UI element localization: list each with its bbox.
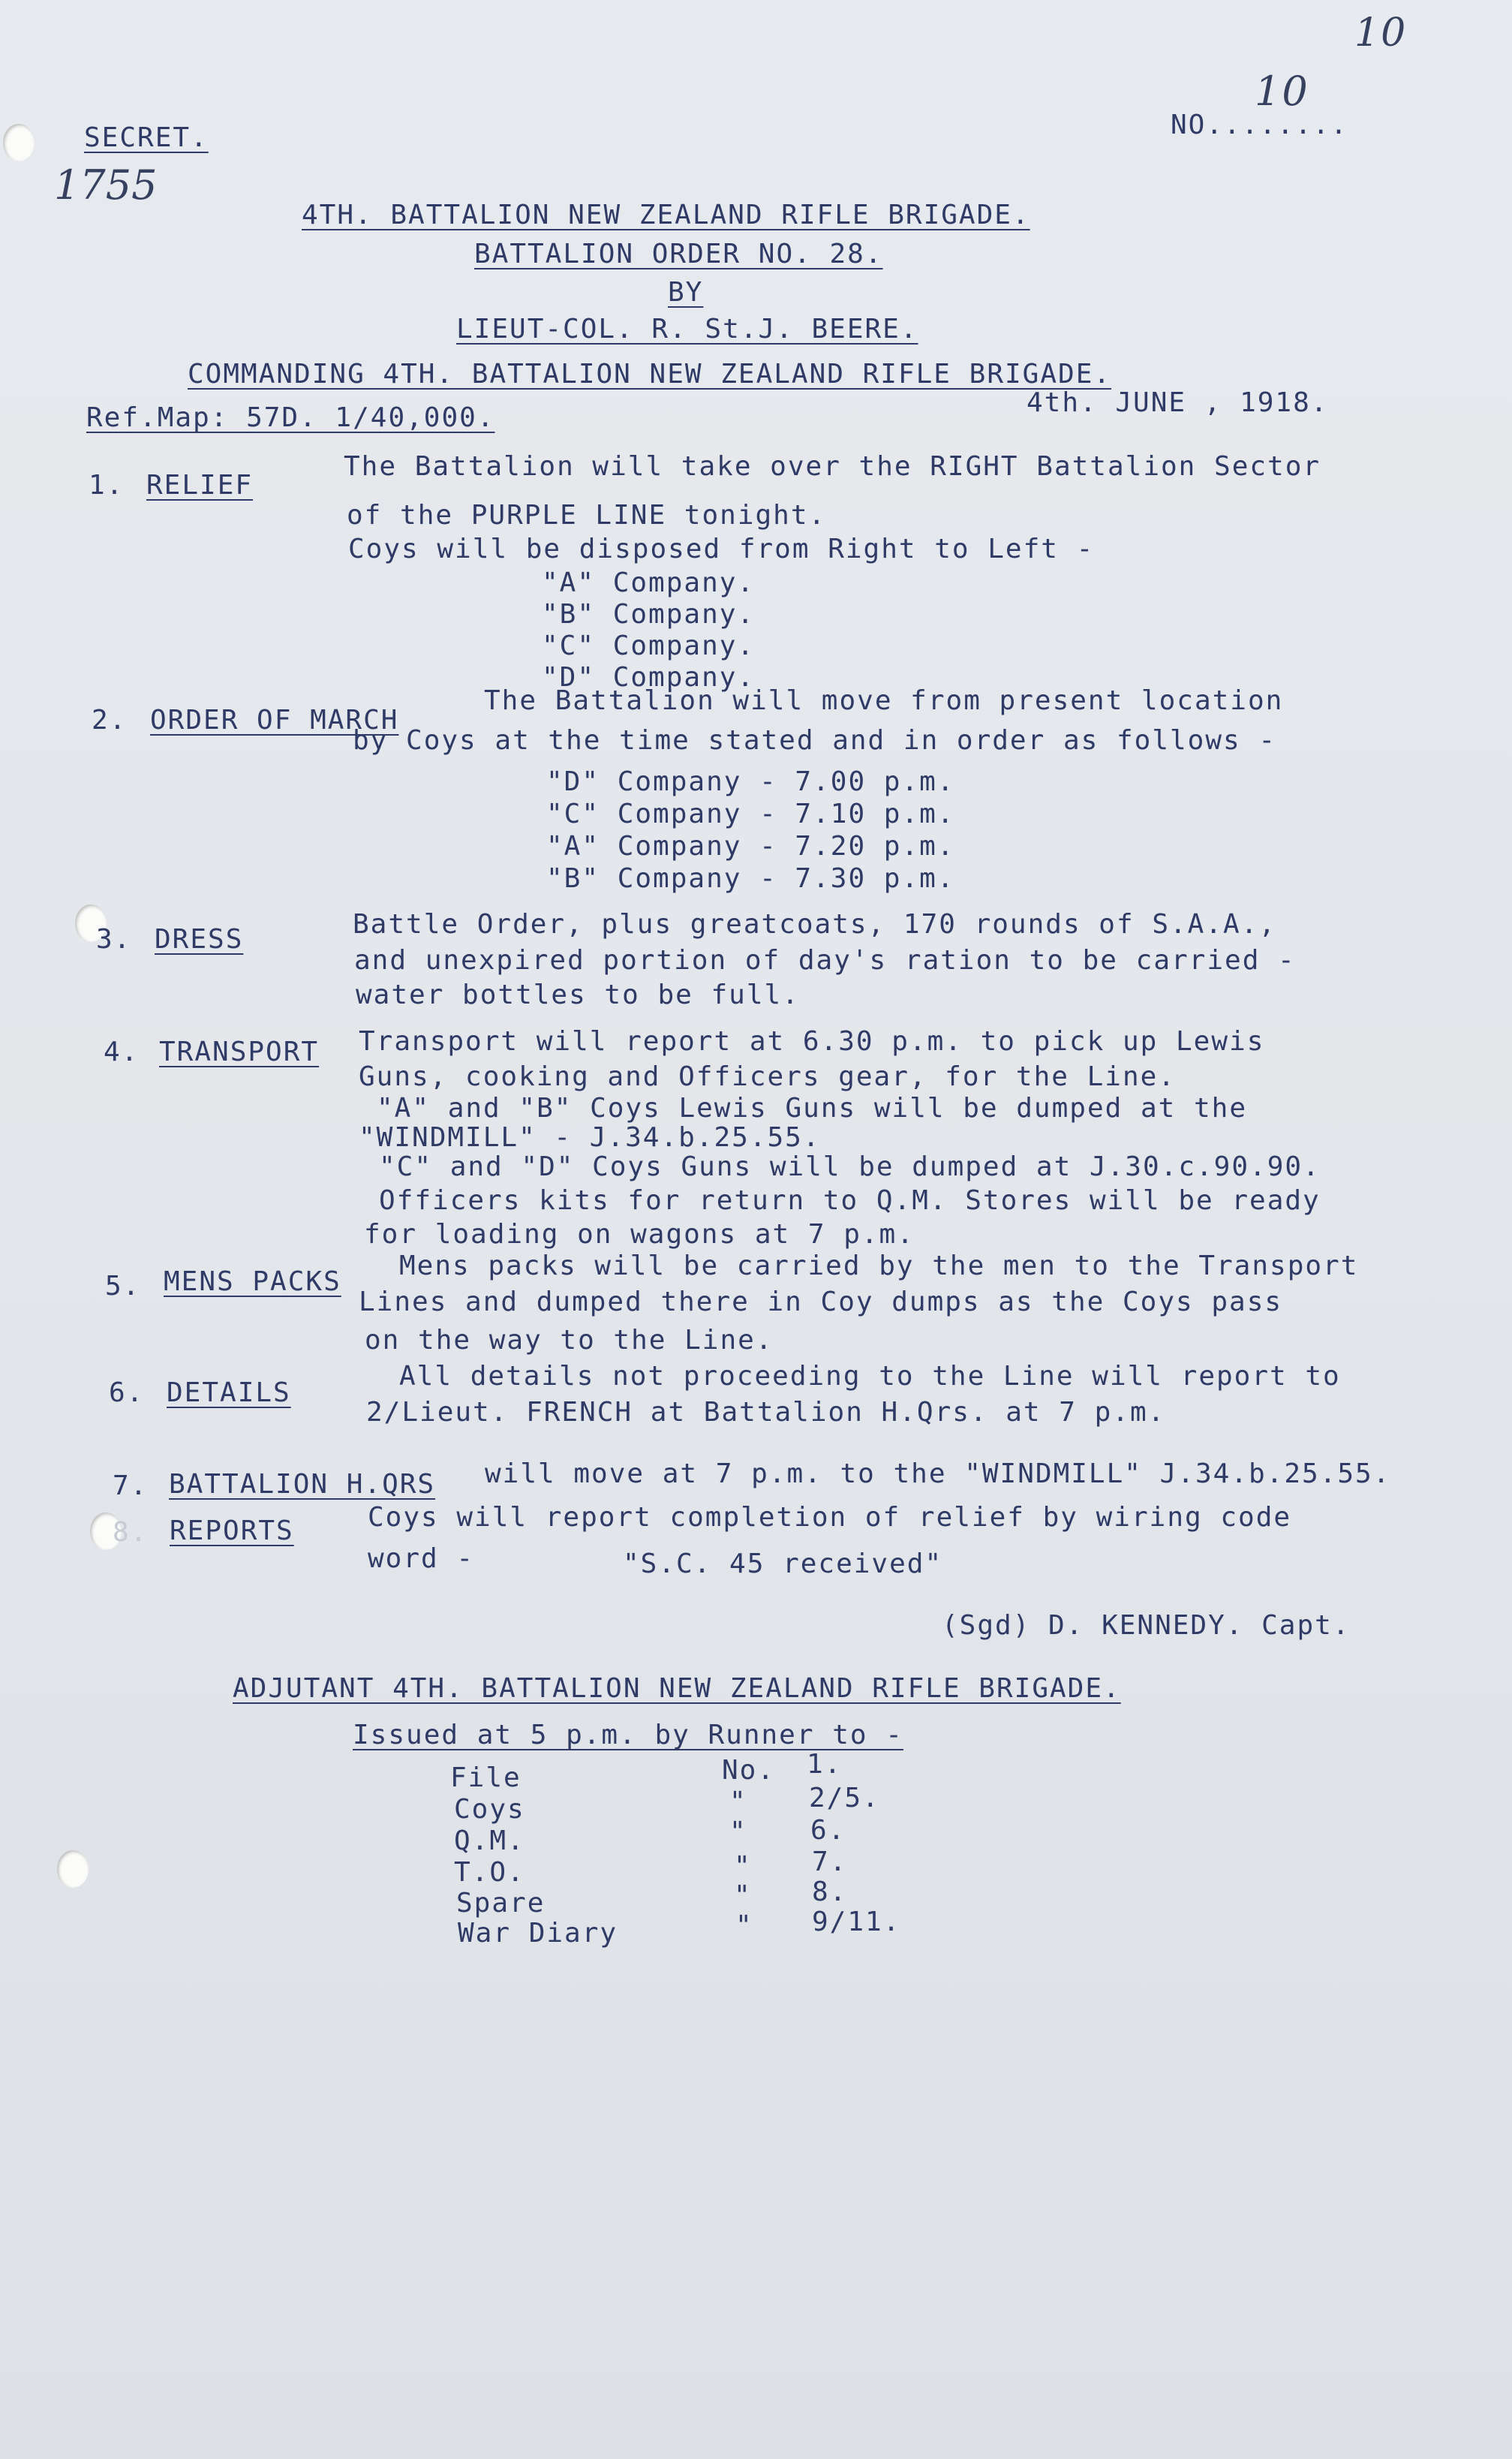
section-2-line: by Coys at the time stated and in order as follows - (353, 725, 1277, 756)
march-schedule-item: "B" Company - 7.30 p.m. (546, 863, 955, 894)
section-8-title: REPORTS (170, 1515, 294, 1546)
section-4-line: "WINDMILL" - J.34.b.25.55. (359, 1122, 821, 1153)
section-3-line: Battle Order, plus greatcoats, 170 rounds of S.A.A., (353, 909, 1277, 940)
section-8-number: 8. (113, 1517, 149, 1548)
section-8-line: Coys will report completion of relief by wiring code (368, 1502, 1292, 1533)
section-4-number: 4. (104, 1037, 140, 1067)
heading-commander: LIEUT-COL. R. St.J. BEERE. (456, 314, 918, 345)
section-8-line: "S.C. 45 received" (623, 1549, 943, 1579)
march-schedule-item: "A" Company - 7.20 p.m. (546, 831, 955, 862)
section-3-title: DRESS (155, 924, 244, 955)
section-6-number: 6. (109, 1377, 145, 1408)
section-7-line: will move at 7 p.m. to the "WINDMILL" J.34.b.25.55. (485, 1458, 1391, 1489)
distribution-recipient: Q.M. (454, 1825, 525, 1856)
section-4-line: for loading on wagons at 7 p.m. (364, 1219, 915, 1250)
section-1-line: Coys will be disposed from Right to Left - (348, 534, 1095, 564)
order-number-label: NO........ (1171, 110, 1348, 140)
distribution-copy: 2/5. (809, 1783, 880, 1813)
section-1-number: 1. (89, 470, 125, 501)
section-5-line: on the way to the Line. (365, 1325, 774, 1356)
section-4-title: TRANSPORT (159, 1037, 320, 1067)
company-list-item: "D" Company. (542, 662, 756, 693)
distribution-copy: 6. (810, 1815, 846, 1846)
punch-hole (3, 124, 35, 161)
section-4-line: Guns, cooking and Officers gear, for the Line. (359, 1061, 1176, 1092)
section-6-title: DETAILS (167, 1377, 291, 1408)
section-2-number: 2. (92, 705, 128, 736)
section-3-number: 3. (96, 924, 132, 955)
folio-number: 10 (1354, 11, 1408, 56)
issued-line: Issued at 5 p.m. by Runner to - (353, 1720, 903, 1750)
punch-hole (57, 1850, 89, 1888)
order-number-value: 10 (1255, 68, 1309, 115)
adjutant-line: ADJUTANT 4TH. BATTALION NEW ZEALAND RIFLE BRIGADE. (233, 1673, 1121, 1704)
section-5-line: Lines and dumped there in Coy dumps as the Coys pass (359, 1287, 1283, 1317)
distribution-mark: " (735, 1910, 753, 1941)
reference-map: Ref.Map: 57D. 1/40,000. (86, 402, 495, 433)
company-list-item: "B" Company. (542, 599, 756, 630)
distribution-copy: 9/11. (812, 1907, 901, 1937)
section-6-line: All details not proceeding to the Line will report to (399, 1361, 1341, 1392)
section-2-title: ORDER OF MARCH (150, 705, 399, 736)
distribution-copy: 1. (807, 1749, 843, 1780)
distribution-mark: " (734, 1880, 752, 1911)
heading-unit: 4TH. BATTALION NEW ZEALAND RIFLE BRIGADE. (302, 200, 1030, 230)
section-5-number: 5. (105, 1271, 141, 1302)
march-schedule-item: "D" Company - 7.00 p.m. (546, 766, 955, 797)
order-date: 4th. JUNE , 1918. (1027, 387, 1329, 418)
company-list-item: "C" Company. (542, 631, 756, 661)
section-5-title: MENS PACKS (164, 1266, 341, 1297)
section-2-line: The Battalion will move from present location (484, 685, 1284, 716)
distribution-copy: 7. (812, 1847, 848, 1877)
distribution-mark: " (729, 1786, 747, 1817)
section-4-line: Transport will report at 6.30 p.m. to pick up Lewis (359, 1026, 1265, 1057)
section-3-line: water bottles to be full. (356, 980, 800, 1010)
section-3-line: and unexpired portion of day's ration to be carried - (354, 945, 1296, 976)
distribution-recipient: File (450, 1762, 522, 1793)
distribution-mark: " (729, 1816, 747, 1847)
heading-commanding: COMMANDING 4TH. BATTALION NEW ZEALAND RIFLE BRIGADE. (188, 359, 1112, 390)
stamp-number: 1755 (54, 161, 158, 209)
section-5-line: Mens packs will be carried by the men to the Transport (399, 1251, 1359, 1281)
section-7-number: 7. (113, 1470, 149, 1501)
distribution-mark: " (734, 1851, 752, 1882)
section-6-line: 2/Lieut. FRENCH at Battalion H.Qrs. at 7 p.m. (366, 1397, 1166, 1428)
classification: SECRET. (84, 122, 209, 153)
distribution-recipient: T.O. (454, 1857, 525, 1888)
section-8-line: word - (368, 1543, 475, 1574)
distribution-mark: No. (722, 1755, 776, 1786)
company-list-item: "A" Company. (542, 567, 756, 598)
signature: (Sgd) D. KENNEDY. Capt. (942, 1610, 1351, 1641)
heading-order-number: BATTALION ORDER NO. 28. (474, 239, 883, 269)
distribution-recipient: Coys (454, 1794, 525, 1825)
section-7-title: BATTALION H.QRS (169, 1469, 436, 1500)
distribution-copy: 8. (812, 1877, 848, 1907)
distribution-recipient: Spare (456, 1888, 546, 1919)
section-1-line: The Battalion will take over the RIGHT Battalion Sector (344, 451, 1321, 482)
heading-by: BY (668, 277, 704, 308)
section-4-line: "A" and "B" Coys Lewis Guns will be dumped at the (377, 1093, 1248, 1124)
distribution-recipient: War Diary (458, 1918, 618, 1949)
section-4-line: Officers kits for return to Q.M. Stores will be ready (379, 1185, 1321, 1216)
march-schedule-item: "C" Company - 7.10 p.m. (546, 799, 955, 829)
section-1-line: of the PURPLE LINE tonight. (347, 500, 827, 531)
section-1-title: RELIEF (146, 470, 254, 501)
section-4-line: "C" and "D" Coys Guns will be dumped at J.30.c.90.90. (379, 1151, 1321, 1182)
